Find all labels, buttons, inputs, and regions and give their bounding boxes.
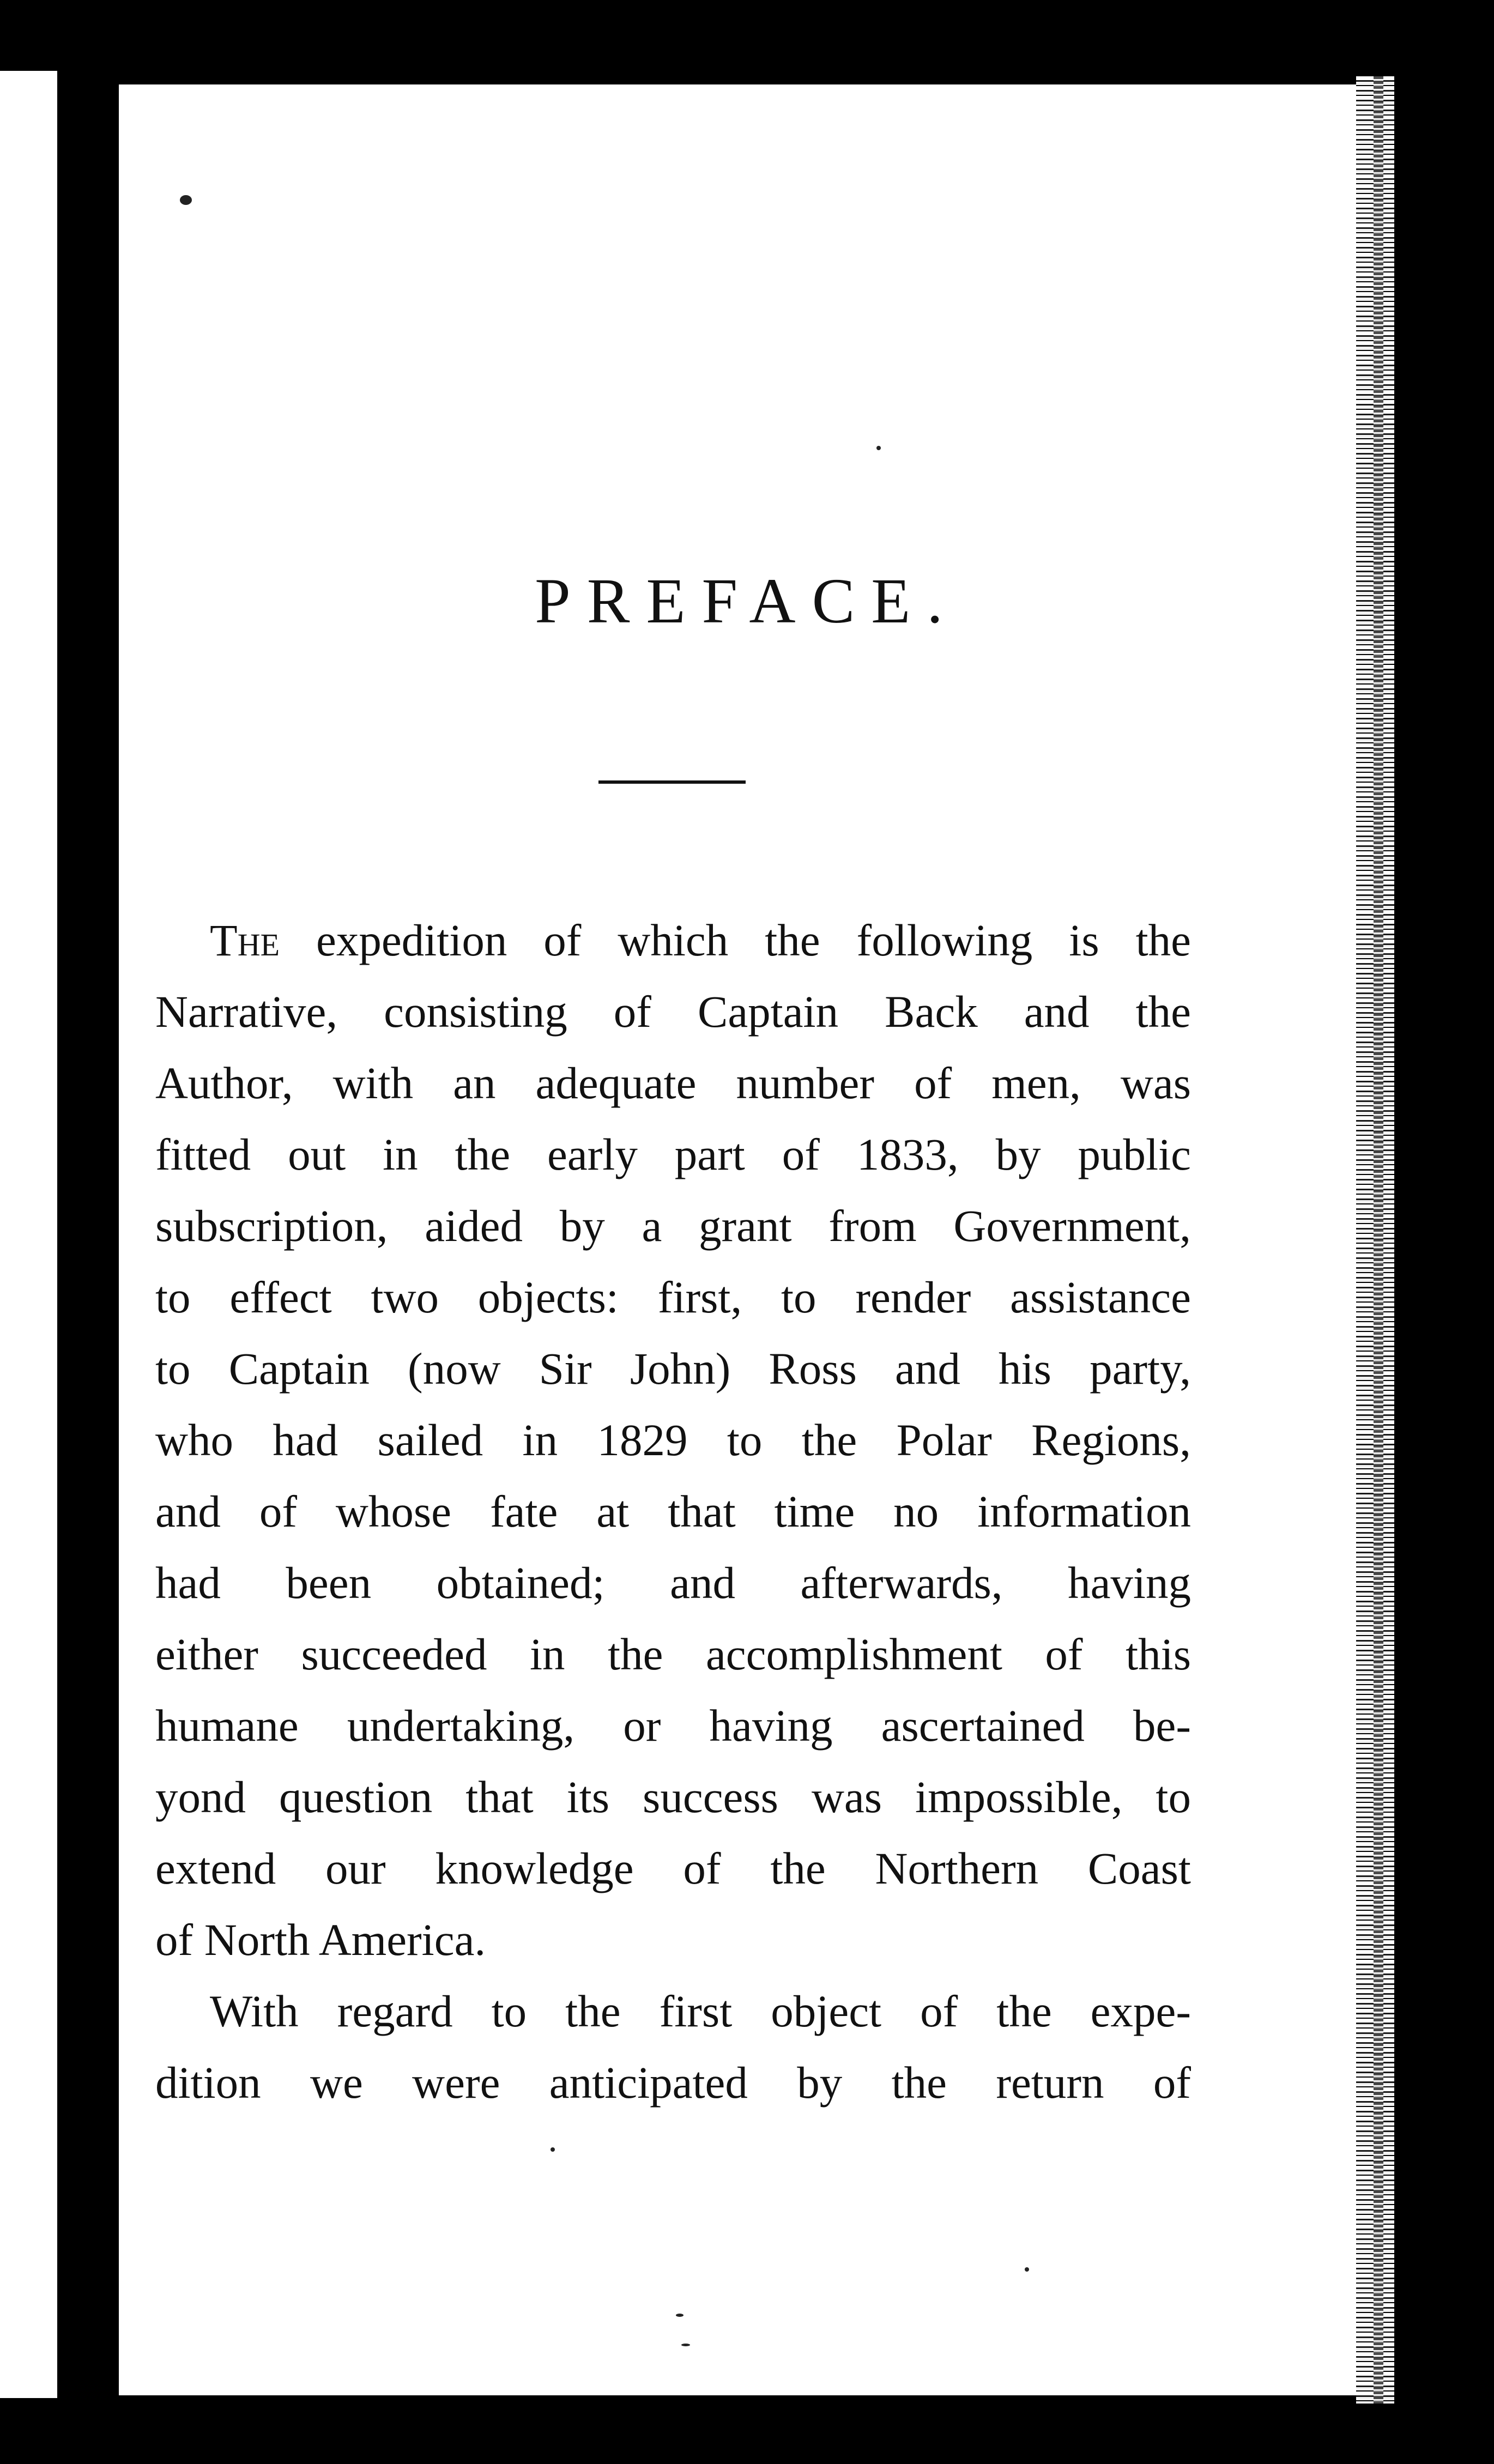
text-line: yond question that its success was impossible, to: [155, 1772, 1191, 1822]
text-line: humane undertaking, or having ascertained be-: [155, 1700, 1191, 1751]
text-line: Author, with an adequate number of men, was: [155, 1058, 1191, 1108]
text-line: dition we were anticipated by the return of: [155, 2057, 1191, 2108]
scan-speck: [1025, 2267, 1029, 2272]
text-line: fitted out in the early part of 1833, by public: [155, 1129, 1191, 1179]
text-line: either succeeded in the accomplishment of this: [155, 1629, 1191, 1679]
scan-margin-left: [0, 71, 57, 2398]
text-line: Narrative, consisting of Captain Back and the: [155, 986, 1191, 1037]
preface-body: [155, 905, 1191, 2118]
text-line: extend our knowledge of the Northern Coast: [155, 1843, 1191, 1893]
text-line: to effect two objects: first, to render assistance: [155, 1272, 1191, 1322]
text-line: who had sailed in 1829 to the Polar Regions,: [155, 1415, 1191, 1465]
text-line: [155, 905, 1191, 976]
text-line: With regard to the first object of the expe-: [210, 1986, 1191, 2036]
scan-speck: [551, 2147, 555, 2152]
page-edge-shadow: [1374, 76, 1383, 2404]
scan-speck: [676, 2314, 684, 2317]
scan-speck: [180, 195, 192, 205]
drop-word: The: [210, 915, 280, 965]
text-line: of North America.: [155, 1915, 486, 1965]
title-divider: [598, 780, 746, 784]
paragraph-2: [155, 1976, 1191, 2118]
text-line: and of whose fate at that time no information: [155, 1486, 1191, 1536]
paragraph-1: [155, 905, 1191, 1976]
line-text: expedition of which the following is the: [280, 915, 1191, 965]
scan-speck: [681, 2344, 690, 2346]
text-line: subscription, aided by a grant from Government,: [155, 1201, 1191, 1251]
text-line: had been obtained; and afterwards, having: [155, 1558, 1191, 1608]
text-line: to Captain (now Sir John) Ross and his party,: [155, 1343, 1191, 1394]
scan-speck: [876, 446, 881, 450]
page-title: PREFACE.: [535, 565, 959, 637]
